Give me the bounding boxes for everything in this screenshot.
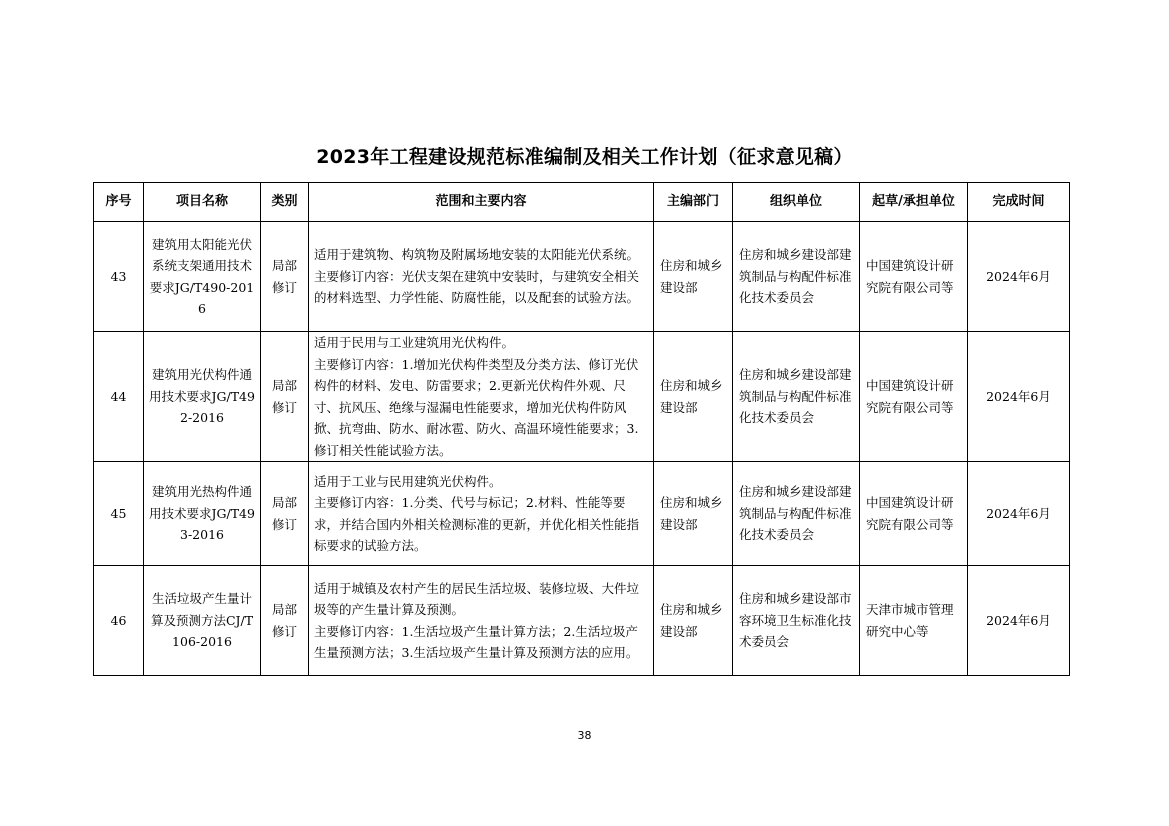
table-row (94, 462, 1070, 566)
row-org: 住房和城乡建设部市容环境卫生标准化技术委员会 (733, 566, 860, 676)
row-project-name: 建筑用光伏构件通用技术要求JG/T492-2016 (144, 332, 261, 462)
row-date: 2024年6月 (968, 566, 1070, 676)
row-no: 46 (94, 566, 144, 676)
column-header-type: 类别 (261, 183, 309, 222)
column-header-org: 组织单位 (733, 183, 860, 222)
row-type: 局部修订 (261, 332, 309, 462)
row-org: 住房和城乡建设部建筑制品与构配件标准化技术委员会 (733, 462, 860, 566)
row-type: 局部修订 (261, 566, 309, 676)
table-header-row (94, 183, 1070, 222)
row-drafter: 中国建筑设计研究院有限公司等 (860, 332, 968, 462)
column-header-drafter: 起草/承担单位 (860, 183, 968, 222)
row-project-name: 建筑用光热构件通用技术要求JG/T493-2016 (144, 462, 261, 566)
row-no: 45 (94, 462, 144, 566)
column-header-date: 完成时间 (968, 183, 1070, 222)
column-header-no: 序号 (94, 183, 144, 222)
row-type: 局部修订 (261, 462, 309, 566)
row-project-name: 生活垃圾产生量计算及预测方法CJ/T106-2016 (144, 566, 261, 676)
row-scope: 适用于民用与工业建筑用光伏构件。 主要修订内容：1.增加光伏构件类型及分类方法、修订光伏构件的材料、发电、防雷要求；2.更新光伏构件外观、尺寸、抗风压、绝缘与湿漏电性能要求，增加光伏构件防风掀、抗弯曲、防水、耐冰雹、防火、高温环境性能要求；3.修订相关性能试验方法。 (309, 332, 654, 462)
column-header-dept: 主编部门 (654, 183, 733, 222)
row-dept: 住房和城乡建设部 (654, 566, 733, 676)
row-date: 2024年6月 (968, 462, 1070, 566)
table-row (94, 566, 1070, 676)
row-scope: 适用于工业与民用建筑光伏构件。 主要修订内容：1.分类、代号与标记；2.材料、性能等要求，并结合国内外相关检测标准的更新，并优化相关性能指标要求的试验方法。 (309, 462, 654, 566)
row-drafter: 天津市城市管理研究中心等 (860, 566, 968, 676)
row-drafter: 中国建筑设计研究院有限公司等 (860, 222, 968, 332)
column-header-name: 项目名称 (144, 183, 261, 222)
row-no: 44 (94, 332, 144, 462)
table-row (94, 222, 1070, 332)
row-dept: 住房和城乡建设部 (654, 222, 733, 332)
row-no: 43 (94, 222, 144, 332)
row-type: 局部修订 (261, 222, 309, 332)
row-dept: 住房和城乡建设部 (654, 462, 733, 566)
row-org: 住房和城乡建设部建筑制品与构配件标准化技术委员会 (733, 332, 860, 462)
row-date: 2024年6月 (968, 222, 1070, 332)
row-scope: 适用于建筑物、构筑物及附属场地安装的太阳能光伏系统。 主要修订内容：光伏支架在建筑中安装时，与建筑安全相关的材料选型、力学性能、防腐性能，以及配套的试验方法。 (309, 222, 654, 332)
row-drafter: 中国建筑设计研究院有限公司等 (860, 462, 968, 566)
page-number: 38 (577, 729, 592, 742)
column-header-scope: 范围和主要内容 (309, 183, 654, 222)
plan-table (93, 182, 1070, 676)
row-project-name: 建筑用太阳能光伏系统支架通用技术要求JG/T490-2016 (144, 222, 261, 332)
row-scope: 适用于城镇及农村产生的居民生活垃圾、装修垃圾、大件垃圾等的产生量计算及预测。 主要修订内容：1.生活垃圾产生量计算方法；2.生活垃圾产生量预测方法；3.生活垃圾产生量计算及预测方法的应用。 (309, 566, 654, 676)
row-date: 2024年6月 (968, 332, 1070, 462)
row-dept: 住房和城乡建设部 (654, 332, 733, 462)
row-org: 住房和城乡建设部建筑制品与构配件标准化技术委员会 (733, 222, 860, 332)
table-row (94, 332, 1070, 462)
page-title: 2023年工程建设规范标准编制及相关工作计划（征求意见稿） (316, 146, 853, 168)
